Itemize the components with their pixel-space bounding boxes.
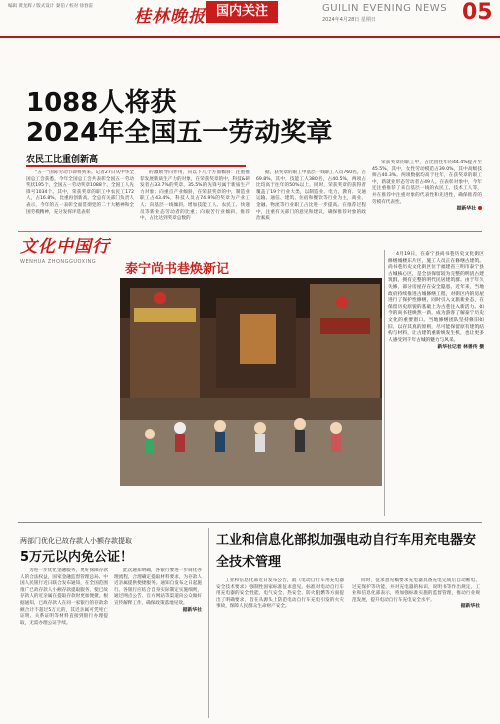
section-label: 国内关注 bbox=[206, 1, 278, 23]
end-dot-icon bbox=[478, 206, 482, 210]
lead-headline-line2: 2024年全国五一劳动奖章 bbox=[26, 118, 333, 148]
masthead-logo: 桂林晚报 bbox=[134, 7, 206, 27]
lead-headline-line1: 1088人将获 bbox=[26, 88, 177, 118]
page-number: 05 bbox=[462, 0, 493, 25]
culture-logo-text: 文化中国行 bbox=[20, 237, 110, 257]
page-header bbox=[0, 0, 500, 38]
editor-credits: 编辑 黄龙辉 / 版式设计 秦伯 / 校对 徐春雷 bbox=[8, 4, 94, 9]
photo-caption-story: 4月19日，在泰宁县尚书巷历史文化街区修缮城楼东片区，施工人员正在修缮古建筑。尚书巷历史文化街区位于福建省三明市泰宁县古城核心区，是全县保留较为完整的明清古建筑群，拥有完整的明代民居建筑群。由于年久失修，部分房屋存在安全隐患。近年来，当地政府持续推进古城修缮工程，对街区内的房屋进行了保护性修缮，同时引入文旅新业态，在保留历史原貌的基础上为古巷注入新活力。如今的尚书巷焕然一新，成为游客了解泰宁历史文化的重要窗口。当地修缮团队坚持修旧如旧、以存其真的原则，尽可能保留原有建筑结构与材料，让古建筑重新焕发生机，也让更多人感受到千年古城的魅力与风采。 新华社记者 林善传 摄 bbox=[388, 252, 484, 351]
lead-headline bbox=[26, 88, 332, 148]
bottom-left-reporter: 据新华社 bbox=[182, 607, 202, 613]
lead-column-1: “五一”国际劳动节即将到来。记者27日从中华全国总工会获悉，今年全国总工会共表彰全国五一劳动奖状195个、全国五一劳动奖章1088个、全国工人先锋号1034个。其中，荣获奖章的职工中农民工172人，占16.8%，比重再创新高。全总有关部门负责人表示，今年的五一表彰全面贯彻党的二十大精神和全国劳模精神，充分发挥评选表彰 bbox=[26, 170, 134, 215]
lead-subtitle: 农民工比重创新高 bbox=[26, 155, 99, 165]
bottom-right-column-2: 同时，征求意见稿要求充电器具备充电完成后自动断电、过充保护等功能，并对充电器的标识、说明书等作出规定。工业和信息化部表示，将加强标准实施的监督管理，推动行业规范发展，提升电动自行车充电安全水平。 据新华社 bbox=[352, 578, 480, 610]
bottom-left-column-1: 为进一步优化金融服务，更好保障存款人的合法权益，国家金融监督管理总局、中国人民银行近日联合发布通知，在全国范围推广已故存款人小额存款提取服务，使已故存款人的近亲属在提取存款时更加便捷。根据通知，已故存款人在同一家银行的存款余额合计不超过5万元的，其近亲属可凭死亡证明、关系证明等材料直接到银行办理提取，无需办理公证手续。 bbox=[20, 568, 108, 626]
lead-column-2: 的激励导向作用，向以下几个方面倾斜：注重推荐发展新质生产力的对象，在荣获奖章的中，科技&研发者占33.7%的奖章、35.5%的先锋号属于新质生产力对象；向重点产业倾斜，在荣获奖章的中，制造业职工占43.4%，科技人员占74.9%的奖章为产业工人；向基层一线倾斜，增加技能工人、农民工、快递员等新业态劳动者的比重；向艰苦行业倾斜，推荐中，占比达到奖章总数的 bbox=[140, 170, 250, 222]
bottom-left-deck: 两部门优化已故存款人小额存款提取 bbox=[20, 537, 132, 545]
title-rule bbox=[26, 165, 246, 167]
bottom-right-title: 工业和信息化部拟加强电动自行车用充电器安全技术管理 bbox=[216, 533, 477, 570]
culture-column-logo bbox=[20, 232, 121, 268]
culture-logo-sub: WENHUA ZHONGGUOXING bbox=[20, 259, 97, 265]
culture-story-title: 泰宁尚书巷焕新记 bbox=[125, 262, 230, 277]
photo-reporter: 新华社记者 林善传 摄 bbox=[437, 345, 484, 351]
lead-reporter: 据新华社 bbox=[456, 206, 476, 212]
bottom-divider bbox=[18, 522, 482, 523]
bottom-column-divider bbox=[208, 528, 209, 718]
bottom-right-column-1: 工业和信息化部近日发布公告，就《电动自行车用充电器安全技术要求》强制性国家标准征求意见。标准对电动自行车用充电器的安全性能、电气安全、热安全、防火阻燃等方面提出了明确要求，旨在从源头上防范电动自行车充电引发的火灾事故，保障人民群众生命财产安全。 bbox=[216, 578, 344, 610]
column-divider bbox=[384, 250, 385, 516]
lead-column-3: 据，获奖章的职工中基层一线职工人员760名，占69.8%，其中，技能工人380名，占40.5%，两项占比均高于往年的50%以上。同时，荣获奖章的获得者覆盖了19个行业大类，以制造业、电力、教育、交通运输、通信、建筑、住宿和餐饮等行业为主，商业、金融、物流等行业职工占比进一步提高。在推荐过程中，注重有关部门的意见和建议，确保推荐对象的政治素质 bbox=[256, 170, 366, 222]
english-name: GUILIN EVENING NEWS bbox=[322, 3, 448, 14]
bottom-right-reporter: 据新华社 bbox=[460, 604, 480, 610]
issue-date: 2024年4月28日 星期日 bbox=[322, 17, 376, 23]
bottom-left-title: 5万元以内免公证！ bbox=[20, 550, 134, 565]
bottom-left-column-2: 此次通知明确，各银行要进一步简化办理流程，合理确定提取材料要求，为存款人近亲属提供便捷服务。通知自发布之日起施行。各银行应结合自身实际制定实施细则，通过网点公告、官方网站等渠道向公众做好宣传解释工作，确保政策落地见效。 据新华社 bbox=[114, 568, 202, 613]
street-scene-illustration bbox=[120, 278, 382, 486]
lead-column-4: 荣获奖章的职工中，占比由往年的44.4%提升至45.5%，其中，女性劳动模范占39.0%，其中高级技师占40.3%。两项数据均高于往年，在获奖章的职工中，新就业形态劳动者占49人。在表彰对象中，今年还注重推荐了来自基层一线的农民工、技术工人等，并在推荐中注重对象的代表性和先进性，确保推荐的劳模有代表性。 据新华社 bbox=[372, 160, 482, 212]
news-photo bbox=[120, 278, 382, 486]
